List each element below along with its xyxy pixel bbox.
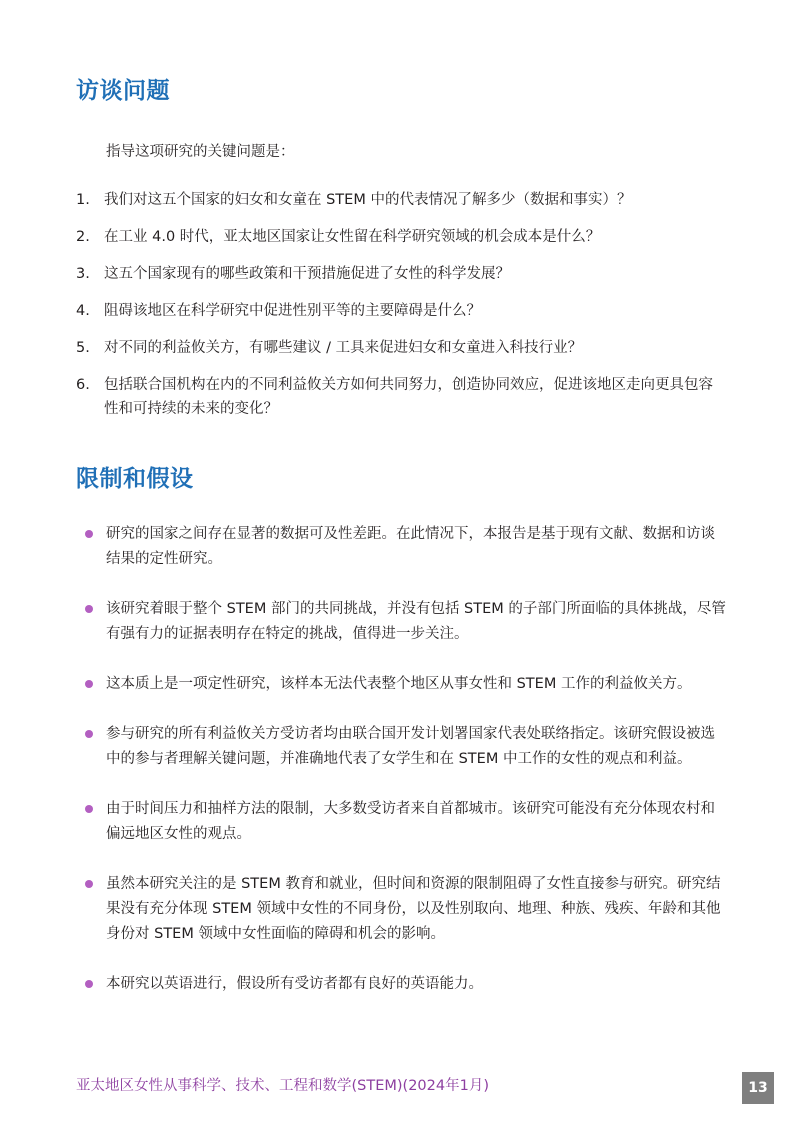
- list-item-text: 对不同的利益攸关方，有哪些建议 / 工具来促进妇女和女童进入科技行业？: [104, 340, 583, 356]
- list-item: [80, 972, 726, 997]
- bullet-dot-icon: [80, 722, 106, 772]
- list-item: [76, 299, 726, 323]
- list-item: [80, 672, 726, 697]
- bullet-dot-icon: [80, 597, 106, 647]
- list-item: [76, 336, 726, 360]
- list-item-text: 由于时间压力和抽样方法的限制，大多数受访者来自首都城市。该研究可能没有充分体现农村和偏远地区女性的观点。: [106, 801, 715, 842]
- section-title-interview-questions: 访谈问题: [76, 78, 170, 104]
- list-item-number: 6.: [76, 377, 90, 393]
- bullet-dot-icon: [80, 972, 106, 997]
- limitations-list: [80, 522, 726, 1022]
- list-item-text: 该研究着眼于整个 STEM 部门的共同挑战，并没有包括 STEM 的子部门所面临的具体挑战，尽管有强有力的证据表明存在特定的挑战，值得进一步关注。: [106, 601, 726, 642]
- list-item-text: 我们对这五个国家的妇女和女童在 STEM 中的代表情况了解多少（数据和事实）？: [104, 192, 632, 208]
- list-item-number: 1.: [76, 192, 90, 208]
- list-item-text: 阻碍该地区在科学研究中促进性别平等的主要障碍是什么？: [104, 303, 481, 319]
- list-item: [80, 597, 726, 647]
- list-item-text: 虽然本研究关注的是 STEM 教育和就业，但时间和资源的限制阻碍了女性直接参与研究。研究结果没有充分体现 STEM 领域中女性的不同身份，以及性别取向、地理、种族、残疾、年龄和其他身份对 STEM 领域中女性面临的障碍和机会的影响。: [106, 876, 721, 942]
- list-item-number: 5.: [76, 340, 90, 356]
- bullet-dot-icon: [80, 672, 106, 697]
- list-item-number: 3.: [76, 266, 90, 282]
- list-item-text: 研究的国家之间存在显著的数据可及性差距。在此情况下，本报告是基于现有文献、数据和访谈结果的定性研究。: [106, 526, 715, 567]
- list-item-text: 在工业 4.0 时代，亚太地区国家让女性留在科学研究领域的机会成本是什么？: [104, 229, 601, 245]
- list-item: [76, 188, 726, 212]
- footer-title: 亚太地区女性从事科学、技术、工程和数学(STEM)(2024年1月): [76, 1078, 489, 1094]
- list-item-text: 参与研究的所有利益攸关方受访者均由联合国开发计划署国家代表处联络指定。该研究假设被选中的参与者理解关键问题，并准确地代表了女学生和在 STEM 中工作的女性的观点和利益。: [106, 726, 715, 767]
- intro-text: 指导这项研究的关键问题是：: [106, 144, 295, 160]
- list-item: [76, 373, 726, 421]
- list-item-text: 这本质上是一项定性研究，该样本无法代表整个地区从事女性和 STEM 工作的利益攸关方。: [106, 676, 692, 692]
- bullet-dot-icon: [80, 872, 106, 947]
- section-title-limitations: 限制和假设: [76, 466, 194, 492]
- list-item: [76, 262, 726, 286]
- list-item: [80, 872, 726, 947]
- list-item: [80, 522, 726, 572]
- list-item: [80, 797, 726, 847]
- list-item-text: 这五个国家现有的哪些政策和干预措施促进了女性的科学发展？: [104, 266, 510, 282]
- page-number-badge: 13: [742, 1072, 774, 1104]
- list-item-text: 本研究以英语进行，假设所有受访者都有良好的英语能力。: [106, 976, 483, 992]
- bullet-dot-icon: [80, 522, 106, 572]
- list-item: [76, 225, 726, 249]
- list-item-number: 4.: [76, 303, 90, 319]
- list-item-number: 2.: [76, 229, 90, 245]
- list-item-text: 包括联合国机构在内的不同利益攸关方如何共同努力，创造协同效应，促进该地区走向更具包容性和可持续的未来的变化？: [104, 377, 713, 417]
- question-list: [76, 188, 726, 434]
- bullet-dot-icon: [80, 797, 106, 847]
- list-item: [80, 722, 726, 772]
